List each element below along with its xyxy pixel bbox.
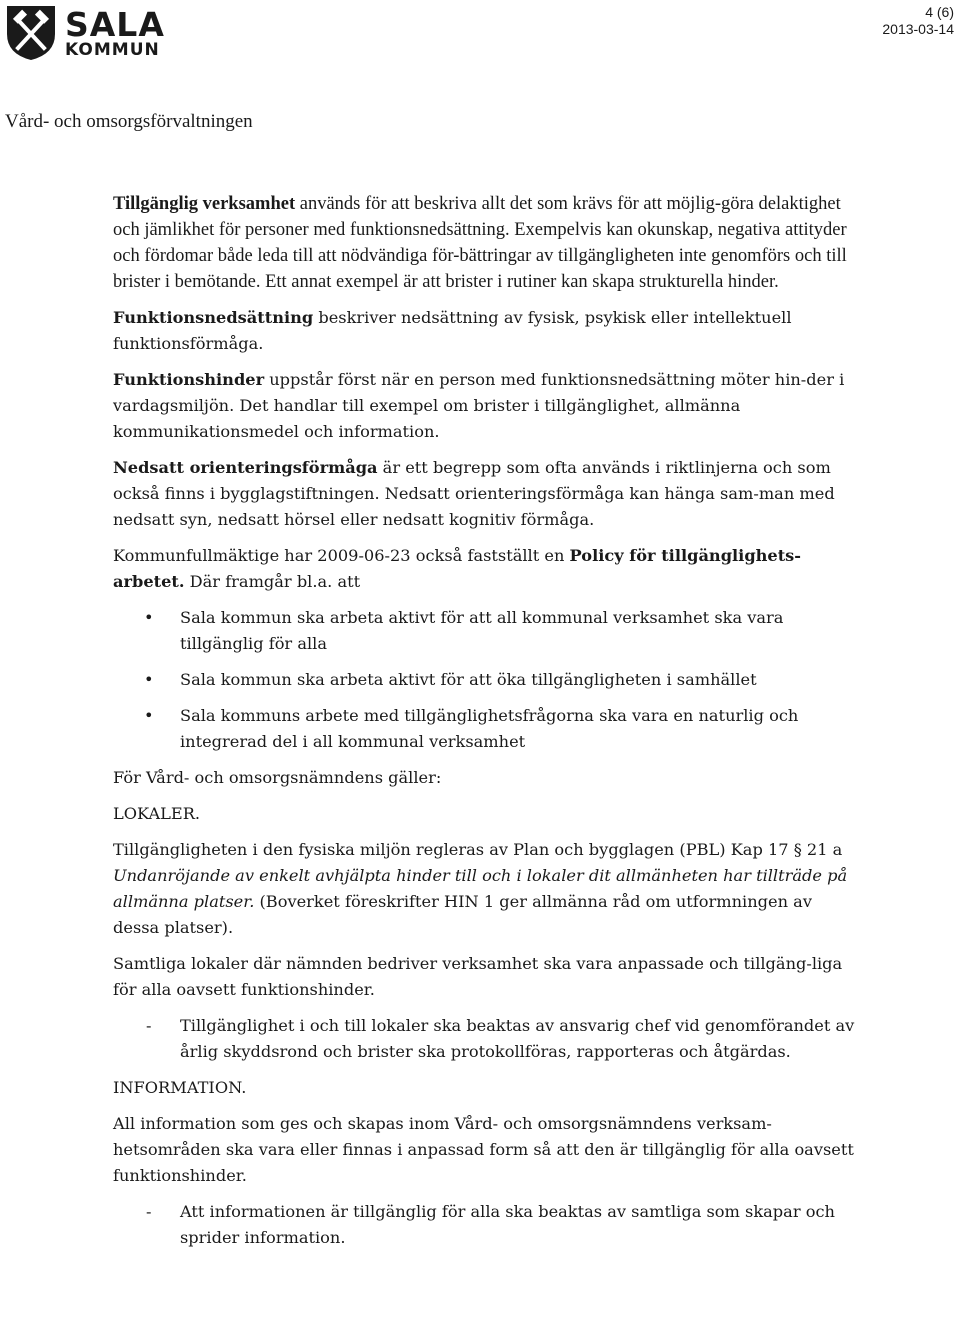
page-number: 4 (6) — [925, 4, 954, 20]
paragraph-funktionshinder — [113, 367, 858, 445]
paragraph-nedsatt-orienteringsformaga — [113, 455, 858, 533]
list-item-text: Tillgänglighet i och till lokaler ska beaktas av ansvarig chef vid genomförandet av årlig skyddsrond och brister ska protokollföras, rapporteras och åtgärdas. — [180, 1016, 855, 1061]
list-item — [113, 667, 858, 693]
dash-icon: - — [146, 1202, 152, 1221]
list-item-text: Sala kommun ska arbeta aktivt för att öka tillgängligheten i samhället — [180, 670, 757, 689]
term-funktionsnedsattning: Funktionsnedsättning — [113, 308, 314, 327]
bullet-icon: • — [144, 670, 154, 689]
paragraph-policy — [113, 543, 858, 595]
heading-information: INFORMATION. — [113, 1078, 247, 1097]
paragraph-text: (Boverket föreskrifter HIN 1 ger allmänna råd om utformningen av dessa platser). — [113, 892, 812, 937]
list-item — [113, 605, 858, 657]
paragraph-tillganglig-verksamhet — [113, 191, 858, 295]
paragraph-funktionsnedsattning — [113, 305, 858, 357]
paragraph-text: Tillgängligheten i den fysiska miljön regleras av Plan och bygglagen (PBL) Kap 17 § 21 a — [113, 840, 843, 859]
list-item — [113, 703, 858, 755]
paragraph-text: Kommunfullmäktige har 2009-06-23 också fastställt en — [113, 546, 570, 565]
list-item-text: Sala kommun ska arbeta aktivt för att all kommunal verksamhet ska vara tillgänglig för alla — [180, 608, 784, 653]
term-funktionshinder: Funktionshinder — [113, 370, 265, 389]
logo-line-kommun: KOMMUN — [65, 39, 160, 60]
paragraph-all-information: All information som ges och skapas inom Vård- och omsorgsnämndens verksam-hetsområden ska vara eller finnas i anpassad form så att den är tillgänglig för alla oavsett funktionshinder. — [113, 1114, 854, 1185]
list-item — [113, 1199, 858, 1251]
dash-icon: - — [146, 1016, 152, 1035]
paragraph-pbl — [113, 837, 858, 941]
paragraph-nämnden-galler: För Vård- och omsorgsnämndens gäller: — [113, 768, 442, 787]
document-body — [113, 191, 858, 1261]
paragraph-text: är ett begrepp som ofta används i riktlinjerna och som också finns i bygglagstiftningen. Nedsatt orienteringsförmåga kan hänga sam-man med nedsatt syn, nedsatt hörsel eller nedsatt kognitiv förmåga. — [113, 458, 835, 529]
lokaler-dash-list — [113, 1013, 858, 1065]
bullet-icon: • — [144, 608, 154, 627]
department-name: Vård- och omsorgsförvaltningen — [5, 111, 253, 132]
bullet-icon: • — [144, 706, 154, 725]
list-item — [113, 1013, 858, 1065]
list-item-text: Att informationen är tillgänglig för alla ska beaktas av samtliga som skapar och sprider information. — [180, 1202, 835, 1247]
sala-kommun-logo — [5, 4, 165, 62]
list-item-text: Sala kommuns arbete med tillgänglighetsfrågorna ska vara en naturlig och integrerad del i all kommunal verksamhet — [180, 706, 799, 751]
policy-title: Policy för tillgänglighets-arbetet. — [113, 546, 802, 591]
logo-line-sala: SALA — [65, 4, 165, 44]
paragraph-text: uppstår först när en person med funktionsnedsättning möter hin-der i vardagsmiljön. Det handlar till exempel om brister i tillgänglighet, allmänna kommunikationsmedel och information. — [113, 370, 845, 441]
paragraph-text: används för att beskriva allt det som krävs för att möjlig-göra delaktighet och jämlikhet för personer med funktionsnedsättning. Exempelvis kan okunskap, negativa attityder och fördomar både leda till att nödvändiga för-bättringar av tillgängligheten inte genomförs och till brister i bemötande. — [113, 194, 847, 292]
term-tillganglig-verksamhet: Tillgänglig verksamhet — [113, 194, 296, 214]
paragraph-text: beskriver nedsättning av fysisk, psykisk eller intellektuell funktionsförmåga. — [113, 308, 792, 353]
legal-quote: Undanröjande av enkelt avhjälpta hinder till och i lokaler dit allmänheten har tillträde på allmänna platser. — [113, 866, 848, 911]
paragraph-samtliga-lokaler: Samtliga lokaler där nämnden bedriver verksamhet ska vara anpassade och tillgäng-liga för alla oavsett funktionshinder. — [113, 954, 843, 999]
paragraph-text: Där framgår bl.a. att — [184, 572, 361, 591]
policy-bullet-list — [113, 605, 858, 755]
paragraph-text: Ett annat exempel är att brister i rutiner kan skapa strukturella hinder. — [260, 272, 779, 292]
term-nedsatt-orienteringsformaga: Nedsatt orienteringsförmåga — [113, 458, 378, 477]
logo-wordmark — [65, 4, 165, 60]
page-info — [882, 4, 954, 38]
crossed-hammers-shield-icon — [5, 4, 57, 62]
heading-lokaler: LOKALER. — [113, 804, 201, 823]
information-dash-list — [113, 1199, 858, 1251]
document-date: 2013-03-14 — [882, 21, 954, 37]
